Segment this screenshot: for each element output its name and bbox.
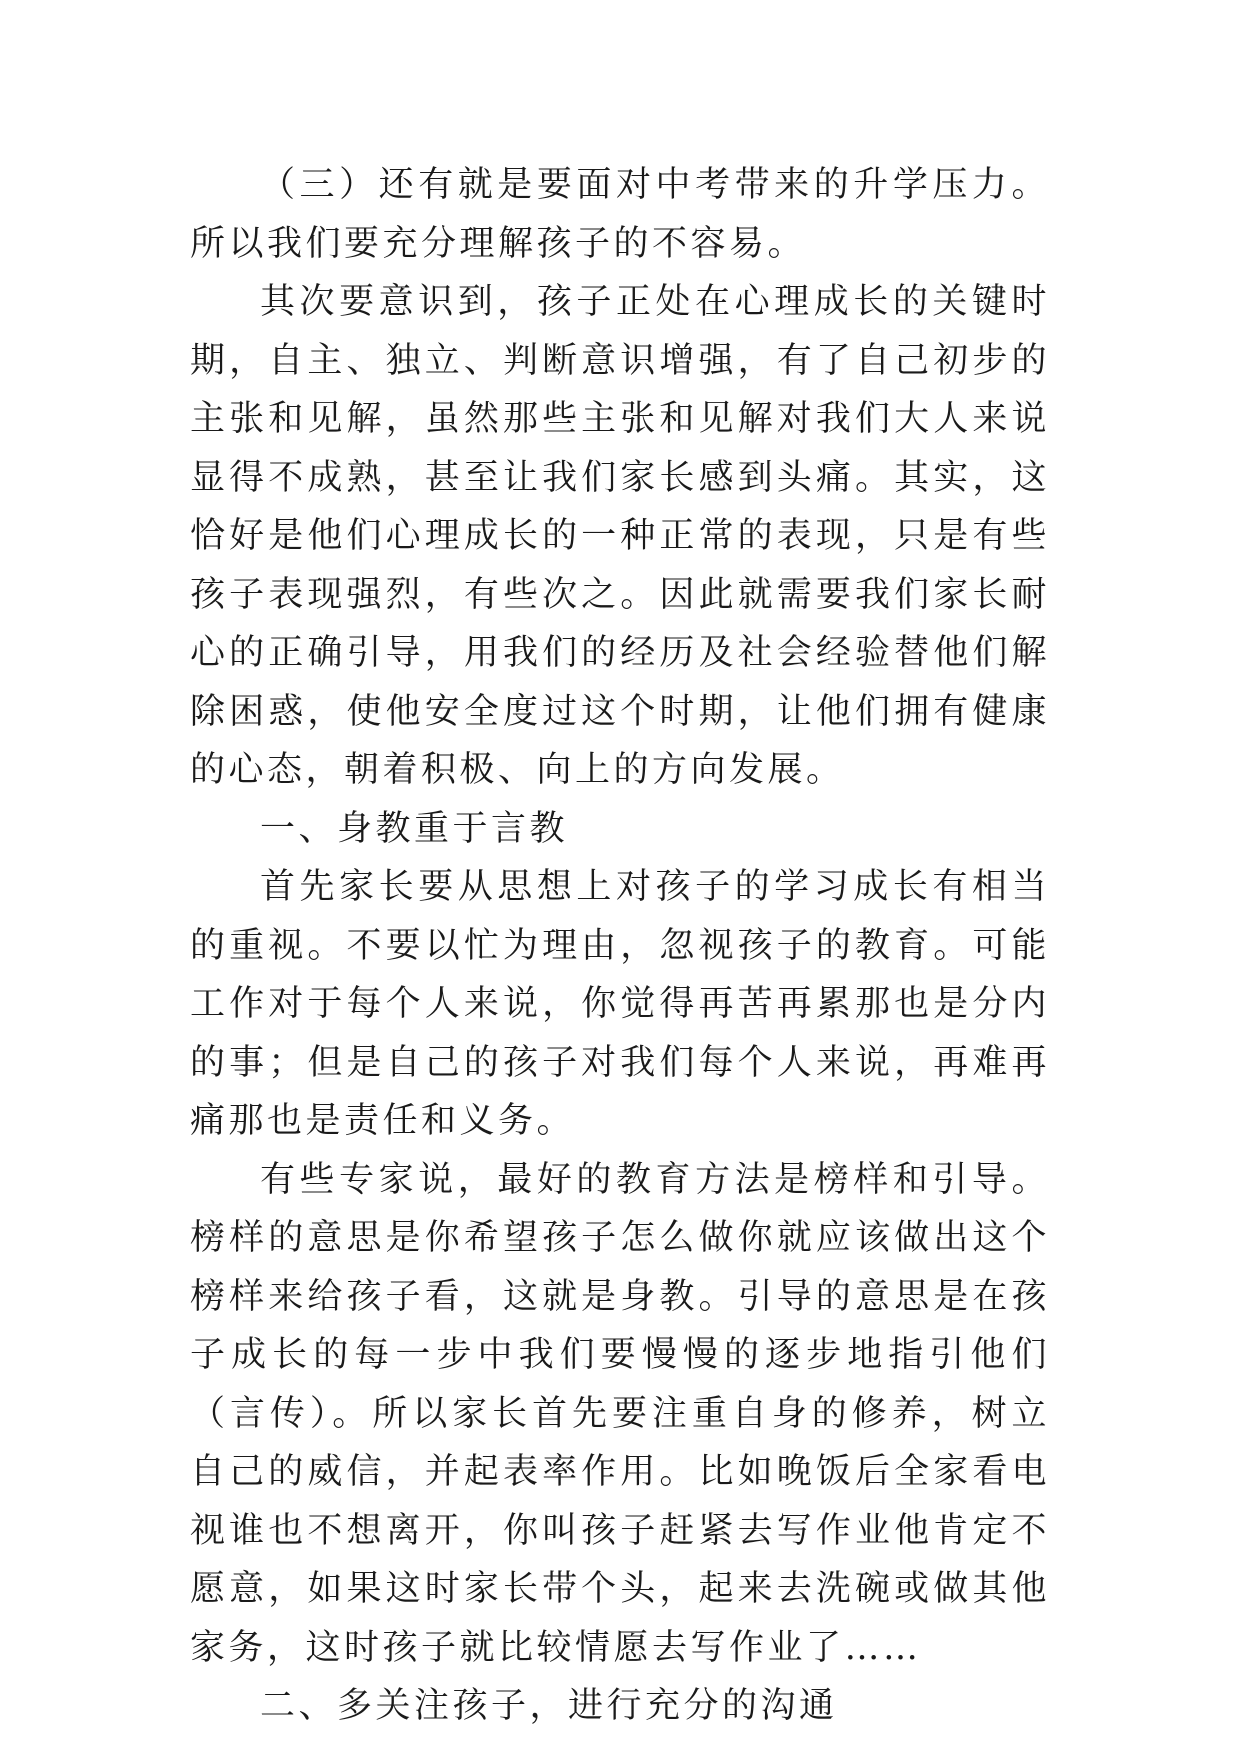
document-body [190,156,1050,1736]
paragraph-psychological-growth: 其次要意识到，孩子正处在心理成长的关键时期，自主、独立、判断意识增强，有了自己初步的主张和见解，虽然那些主张和见解对我们大人来说显得不成熟，甚至让我们家长感到头痛。其实，这恰好是他们心理成长的一种正常的表现，只是有些孩子表现强烈，有些次之。因此就需要我们家长耐心的正确引导，用我们的经历及社会经验替他们解除困惑，使他安全度过这个时期，让他们拥有健康的心态，朝着积极、向上的方向发展。 [190,282,1050,790]
section-heading-1: 一、身教重于言教 [260,808,569,849]
paragraph-pressure: （三）还有就是要面对中考带来的升学压力。所以我们要充分理解孩子的不容易。 [190,165,1050,264]
paragraph-role-model: 有些专家说，最好的教育方法是榜样和引导。榜样的意思是你希望孩子怎么做你就应该做出这个榜样来给孩子看，这就是身教。引导的意思是在孩子成长的每一步中我们要慢慢的逐步地指引他们（言传）。所以家长首先要注重自身的修养，树立自己的威信，并起表率作用。比如晚饭后全家看电视谁也不想离开，你叫孩子赶紧去写作业他肯定不愿意，如果这时家长带个头，起来去洗碗或做其他家务，这时孩子就比较情愿去写作业了…… [190,1159,1050,1668]
paragraph-attention: 首先家长要从思想上对孩子的学习成长有相当的重视。不要以忙为理由，忽视孩子的教育。可能工作对于每个人来说，你觉得再苦再累那也是分内的事；但是自己的孩子对我们每个人来说，再难再痛那也是责任和义务。 [190,867,1050,1141]
section-heading-2: 二、多关注孩子，进行充分的沟通 [260,1686,838,1726]
